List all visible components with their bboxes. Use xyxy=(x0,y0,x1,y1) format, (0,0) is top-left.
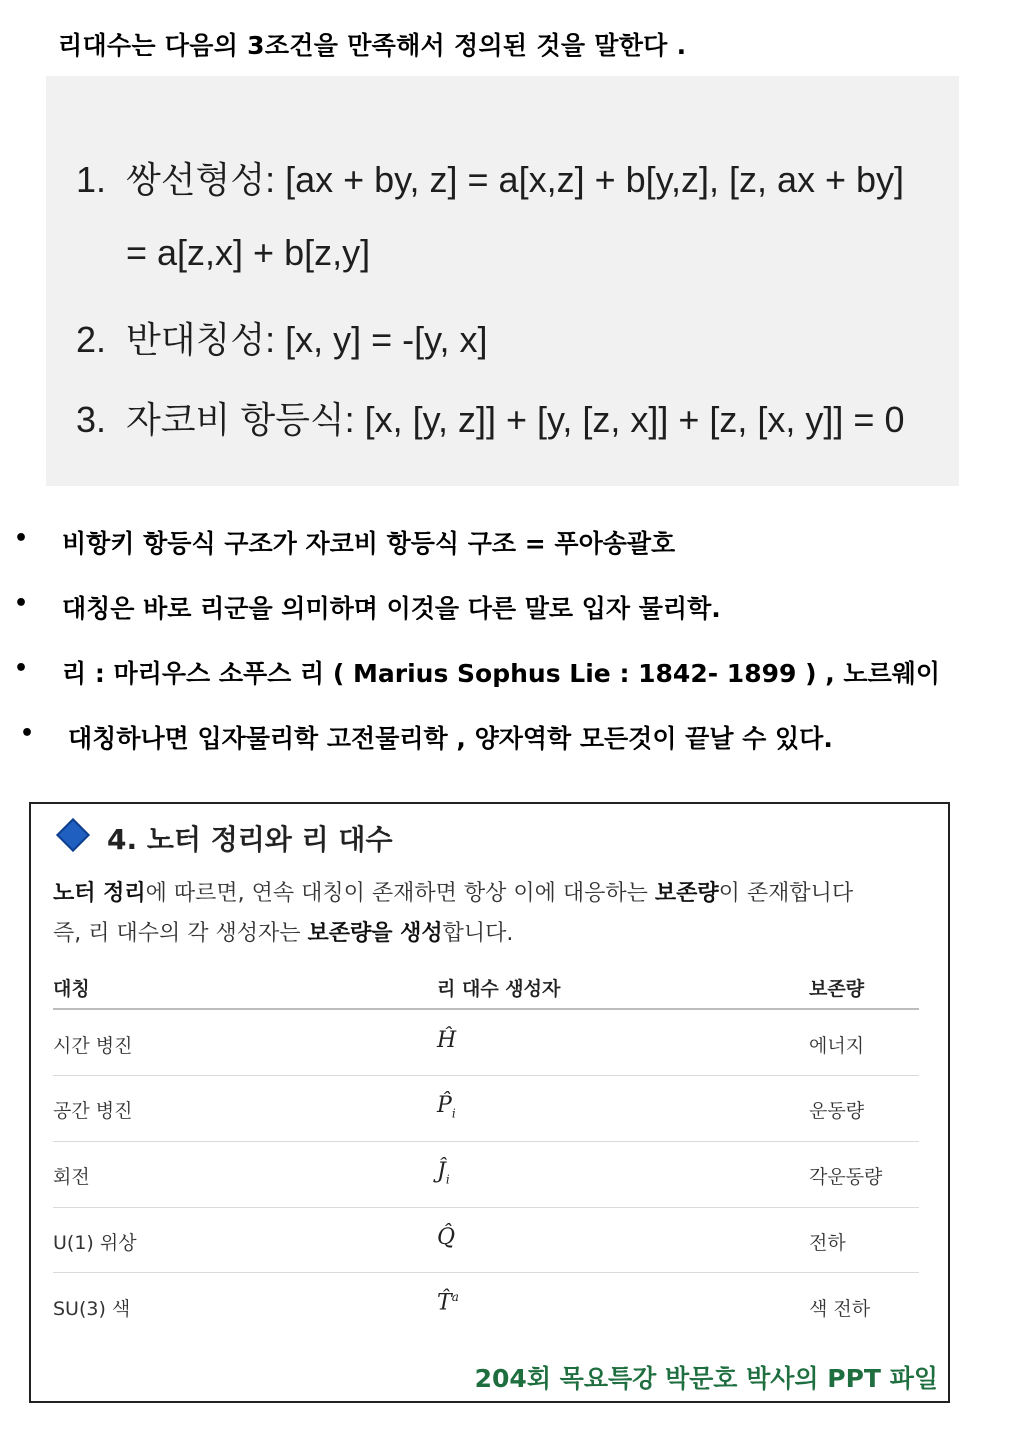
table-cell-quantity: 운동량 xyxy=(809,1100,865,1122)
table-cell-generator: Q̂ xyxy=(437,1225,456,1250)
bullet-dot-icon: • xyxy=(20,721,35,746)
definition-box xyxy=(46,76,959,486)
bullet-text: 대칭은 바로 리군을 의미하며 이것을 다른 말로 입자 물리학. xyxy=(62,594,721,623)
condition-text: = a[z,x] + b[z,y] xyxy=(126,232,371,273)
page-heading: 리대수는 다음의 3조건을 만족해서 정의된 것을 말한다 . xyxy=(58,31,687,60)
table-header-symmetry: 대칭 xyxy=(53,978,90,1000)
bullet-text: 대칭하나면 입자물리학 고전물리학 , 양자역학 모든것이 끝날 수 있다. xyxy=(68,724,833,753)
para-text: 즉, 리 대수의 각 생성자는 xyxy=(53,921,308,946)
section-paragraph-1 xyxy=(53,876,921,907)
table-cell-quantity: 색 전하 xyxy=(809,1298,871,1320)
para-text: 합니다. xyxy=(442,921,514,946)
condition-3 xyxy=(76,392,904,443)
table-row-divider xyxy=(53,1075,919,1076)
table-cell-generator: $P̂_i$ xyxy=(437,1093,456,1121)
table-cell-symmetry: 시간 병진 xyxy=(53,1035,133,1057)
table-header-generator: 리 대수 생성자 xyxy=(437,978,561,1000)
table-cell-generator: Ĥ xyxy=(437,1028,457,1053)
condition-2 xyxy=(76,312,487,363)
section-paragraph-2 xyxy=(53,916,921,947)
table-cell-symmetry: U(1) 위상 xyxy=(53,1232,137,1254)
bullet-dot-icon: • xyxy=(14,591,29,616)
condition-1-continued xyxy=(76,232,370,274)
bold-term: 보존량을 생성 xyxy=(307,921,443,946)
table-cell-quantity: 전하 xyxy=(809,1232,846,1254)
noether-section-frame xyxy=(29,802,950,1403)
bullet-dot-icon: • xyxy=(14,656,29,681)
condition-number: 2. xyxy=(76,319,107,360)
bold-term: 보존량 xyxy=(654,881,719,906)
table-cell-generator: T̂$^a$ xyxy=(437,1290,459,1316)
table-cell-generator: $Ĵ_i$ xyxy=(437,1159,450,1187)
table-header-divider xyxy=(53,1008,919,1010)
table-cell-symmetry: 공간 병진 xyxy=(53,1100,133,1122)
bullet-dot-icon: • xyxy=(14,526,29,551)
section-title-text: 4. 노터 정리와 리 대수 xyxy=(107,823,393,856)
table-cell-symmetry: SU(3) 색 xyxy=(53,1298,131,1320)
bullet-text: 비항키 항등식 구조가 자코비 항등식 구조 = 푸아송괄호 xyxy=(62,529,676,558)
table-row-divider xyxy=(53,1207,919,1208)
para-text: 에 따르면, 연속 대칭이 존재하면 항상 이에 대응하는 xyxy=(145,881,655,906)
table-cell-symmetry: 회전 xyxy=(53,1166,90,1188)
table-row-divider xyxy=(53,1141,919,1142)
condition-text: 자코비 항등식: [x, [y, z]] + [y, [z, x]] + [z, [x, y]] = 0 xyxy=(126,399,905,440)
source-caption: 204회 목요특강 박문호 박사의 PPT 파일 xyxy=(474,1364,938,1393)
condition-text: 쌍선형성: [ax + by, z] = a[x,z] + b[y,z], [z, ax + by] xyxy=(126,159,905,200)
bullet-text: 리 : 마리우스 소푸스 리 ( Marius Sophus Lie : 1842- 1899 ) , 노르웨이 xyxy=(62,659,941,688)
table-cell-quantity: 에너지 xyxy=(809,1035,865,1057)
bold-term: 노터 정리 xyxy=(53,881,146,906)
section-title xyxy=(57,818,393,858)
condition-number: 3. xyxy=(76,399,107,440)
para-text: 이 존재합니다 xyxy=(718,881,854,906)
blue-diamond-icon xyxy=(56,818,90,852)
table-header-quantity: 보존량 xyxy=(809,978,865,1000)
condition-text: 반대칭성: [x, y] = -[y, x] xyxy=(126,319,488,360)
table-row-divider xyxy=(53,1272,919,1273)
condition-1 xyxy=(76,152,904,203)
condition-number: 1. xyxy=(76,159,107,200)
table-cell-quantity: 각운동량 xyxy=(809,1166,883,1188)
